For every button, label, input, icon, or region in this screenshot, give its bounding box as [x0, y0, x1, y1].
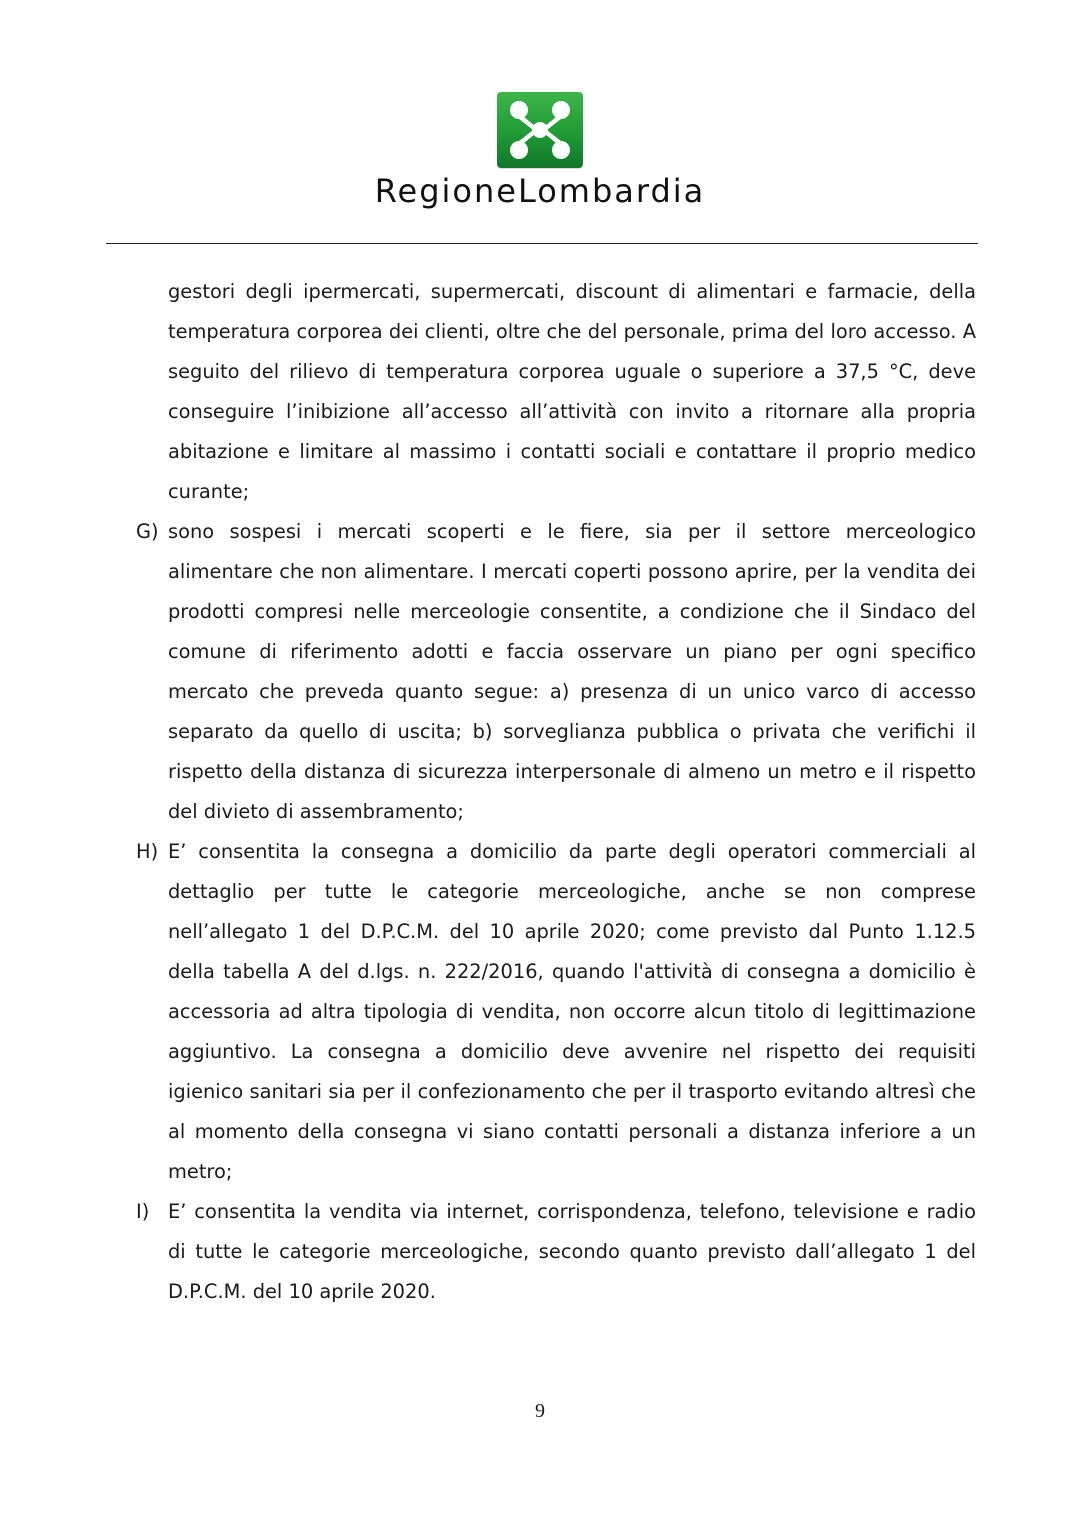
list-item [106, 1192, 976, 1312]
document-body [106, 272, 976, 1312]
list-marker: I) [136, 1200, 150, 1223]
list-item-text: E’ consentita la consegna a domicilio da parte degli operatori commerciali al dettaglio per tutte le categorie merceologiche, anche se non comprese nell’allegato 1 del D.P.C.M. del 10 aprile 2020; come previsto dal Punto 1.12.5 della tabella A del d.lgs. n. 222/2016, quando l'attività di consegna a domicilio è accessoria ad altra tipologia di vendita, non occorre alcun titolo di legittimazione aggiuntivo. La consegna a domicilio deve avvenire nel rispetto dei requisiti igienico sanitari sia per il confezionamento che per il trasporto evitando altresì che al momento della consegna vi siano contatti personali a distanza inferiore a un metro; [168, 840, 976, 1183]
list-item [106, 832, 976, 1192]
list-marker: H) [136, 840, 159, 863]
header-divider [106, 243, 978, 244]
list-item [106, 512, 976, 832]
list-marker: G) [136, 520, 159, 543]
page-number: 9 [535, 1400, 545, 1422]
rosa-camuna-icon [497, 92, 583, 168]
list-item-text: E’ consentita la vendita via internet, corrispondenza, telefono, televisione e radio di tutte le categorie merceologiche, secondo quanto previsto dall’allegato 1 del D.P.C.M. del 10 aprile 2020. [168, 1200, 976, 1303]
brand-name: RegioneLombardia [374, 172, 706, 210]
continuation-paragraph: gestori degli ipermercati, supermercati, discount di alimentari e farmacie, della temperatura corporea dei clienti, oltre che del personale, prima del loro accesso. A seguito del rilievo di temperatura corporea uguale o superiore a 37,5 °C, deve conseguire l’inibizione all’accesso all’attività con invito a ritornare alla propria abitazione e limitare al massimo i contatti sociali e contattare il proprio medico curante; [168, 280, 976, 503]
list-item-text: sono sospesi i mercati scoperti e le fiere, sia per il settore merceologico alimentare che non alimentare. I mercati coperti possono aprire, per la vendita dei prodotti compresi nelle merceologie consentite, a condizione che il Sindaco del comune di riferimento adotti e faccia osservare un piano per ogni specifico mercato che preveda quanto segue: a) presenza di un unico varco di accesso separato da quello di uscita; b) sorveglianza pubblica o privata che verifichi il rispetto della distanza di sicurezza interpersonale di almeno un metro e il rispetto del divieto di assembramento; [168, 520, 976, 823]
logo [0, 92, 1080, 172]
